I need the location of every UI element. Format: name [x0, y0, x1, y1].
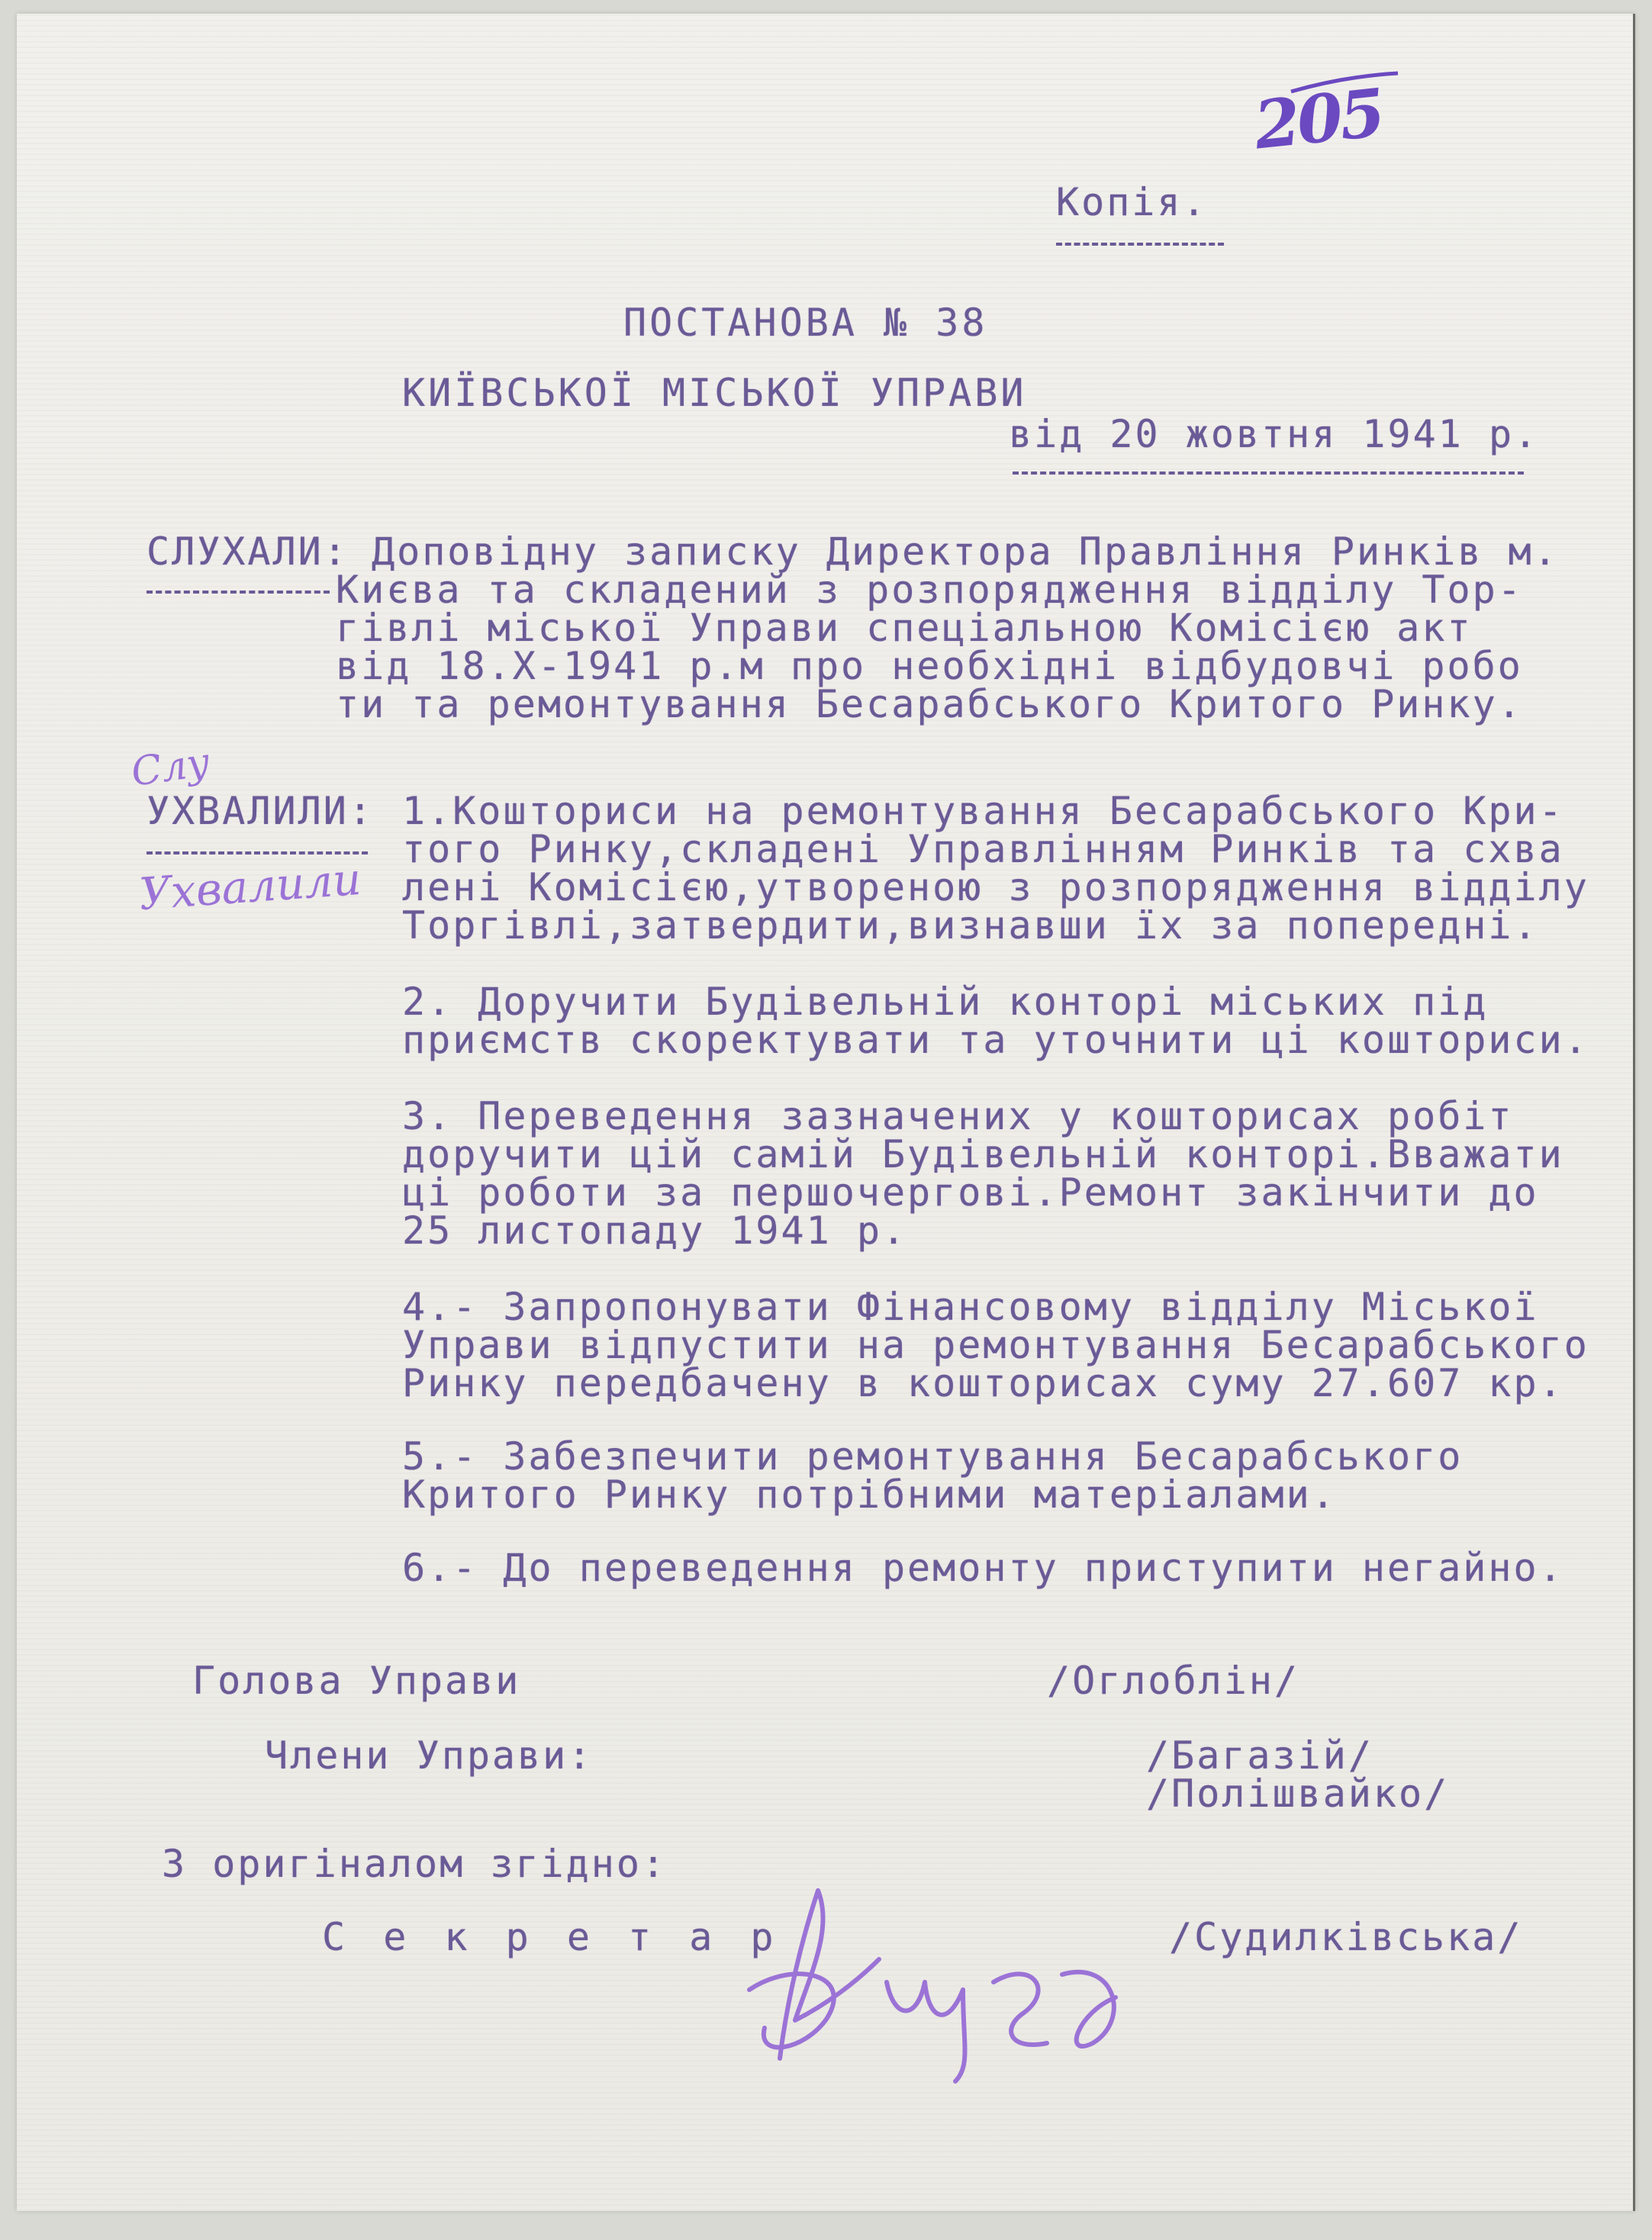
- document-sheet: [17, 14, 1635, 2211]
- decision-item-1-line: лені Комісією,утвореною з розпорядження відділу: [402, 865, 1589, 909]
- secretary-name: /Судилківська/: [1169, 1915, 1523, 1959]
- decision-item-5-line: 5.- Забезпечити ремонтування Бесарабського: [402, 1434, 1464, 1479]
- copy-underline: [1056, 243, 1224, 246]
- decision-item-2-line: 2. Доручити Будівельній конторі міських під: [402, 980, 1489, 1024]
- archive-page-number: 205: [1251, 74, 1386, 165]
- copy-mark: Копія.: [1056, 180, 1208, 224]
- decision-item-2-line: приємств скоректувати та уточнити ці кошториси.: [402, 1018, 1589, 1062]
- decision-item-5-line: Критого Ринку потрібними матеріалами.: [402, 1472, 1337, 1517]
- hand-correction-bottom: Ухвалили: [137, 852, 363, 921]
- decision-item-1-line: 1.Кошториси на ремонтування Бесарабського Кри-: [402, 789, 1564, 833]
- decision-item-4-line: 4.- Запропонувати Фінансовому відділу Міської: [402, 1285, 1539, 1329]
- head-name: /Оглоблін/: [1047, 1659, 1300, 1703]
- members-label: Члени Управи:: [265, 1733, 594, 1778]
- decision-item-3-line: 3. Переведення зазначених у кошторисах робіт: [402, 1094, 1514, 1138]
- member-name-1: /Багазій/: [1146, 1733, 1373, 1778]
- decision-item-1-line: Торгівлі,затвердити,визнавши їх за попередні.: [402, 903, 1539, 948]
- decision-item-4-line: Управи відпустити на ремонтування Бесарабського: [402, 1323, 1589, 1367]
- handwritten-signature: [734, 1868, 1161, 2097]
- head-label: Голова Управи: [192, 1659, 521, 1703]
- date-underline: [1013, 471, 1524, 475]
- heard-line: гівлі міської Управи спеціальною Комісією акт: [336, 606, 1473, 650]
- title-line-2: КИЇВСЬКОЇ МІСЬКОЇ УПРАВИ: [402, 371, 1027, 415]
- decision-item-1-line: того Ринку,складені Управлінням Ринків та схва: [402, 827, 1564, 871]
- hand-correction-top: Слу: [128, 739, 213, 796]
- heard-line: Києва та складений з розпорядження відділу Тор-: [336, 568, 1523, 612]
- decision-item-4-line: Ринку передбачену в кошторисах суму 27.607 кр.: [402, 1361, 1564, 1405]
- decision-item-3-line: ці роботи за першочергові.Ремонт закінчити до: [402, 1170, 1539, 1215]
- secretary-label: С е к р е т а р: [322, 1915, 781, 1959]
- title-line-1: ПОСТАНОВА № 38: [623, 301, 988, 345]
- heard-line: ти та ремонтування Бесарабського Критого Ринку.: [336, 682, 1523, 726]
- decision-item-3-line: доручити цій самій Будівельній конторі.Вважати: [402, 1132, 1564, 1176]
- heard-line: Доповідну записку Директора Правління Ринків м.: [372, 529, 1559, 574]
- decided-label: УХВАЛИЛИ:: [147, 789, 374, 833]
- heard-label: СЛУХАЛИ:: [147, 529, 349, 574]
- heard-underline: [147, 591, 330, 594]
- archive-number-flourish: [1238, 69, 1406, 114]
- decision-item-3-line: 25 листопаду 1941 р.: [402, 1209, 908, 1253]
- document-date: від 20 жовтня 1941 р.: [1009, 412, 1540, 456]
- member-name-2: /Полішвайко/: [1146, 1772, 1450, 1816]
- heard-line: від 18.X-1941 р.м про необхідні відбудовчі робо: [336, 644, 1523, 688]
- decision-item-6-line: 6.- До переведення ремонту приступити негайно.: [402, 1546, 1564, 1590]
- certification-note: З оригіналом згідно:: [162, 1842, 668, 1886]
